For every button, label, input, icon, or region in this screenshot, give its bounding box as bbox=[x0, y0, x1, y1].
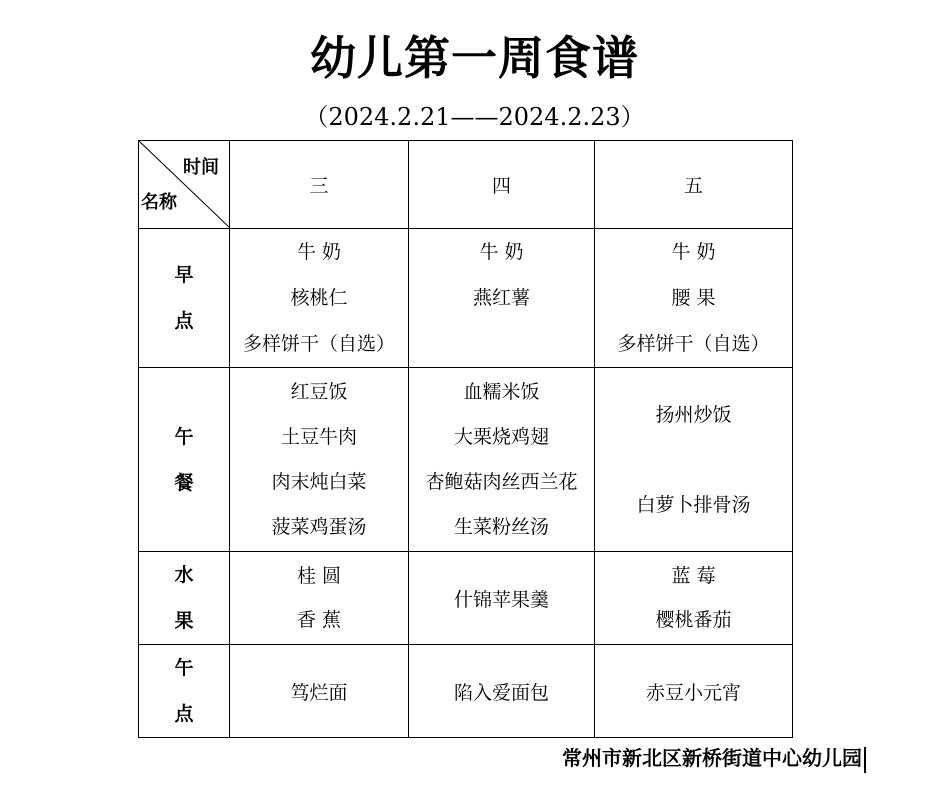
table-header-row bbox=[139, 141, 793, 229]
fruit-fri bbox=[595, 552, 793, 645]
breakfast-thu bbox=[409, 229, 595, 368]
menu-item: 香 蕉 bbox=[296, 609, 342, 631]
lunch-fri bbox=[595, 368, 793, 552]
snack-thu bbox=[409, 645, 595, 738]
row-label-snack: 午 点 bbox=[139, 645, 230, 738]
row-label-lunch: 午 餐 bbox=[139, 368, 230, 552]
fruit-thu bbox=[409, 552, 595, 645]
row-label-breakfast: 早 点 bbox=[139, 229, 230, 368]
menu-item: 核桃仁 bbox=[290, 287, 348, 309]
lunch-thu bbox=[409, 368, 595, 552]
menu-item: 燕红薯 bbox=[472, 287, 530, 309]
breakfast-wed bbox=[230, 229, 409, 368]
breakfast-fri bbox=[595, 229, 793, 368]
page-title: 幼儿第一周食谱 bbox=[310, 31, 639, 85]
date-range: （2024.2.21——2024.2.23） bbox=[304, 103, 645, 131]
breakfast-row bbox=[139, 229, 793, 368]
menu-item: 菠菜鸡蛋汤 bbox=[271, 515, 367, 538]
menu-item: 牛 奶 bbox=[479, 241, 524, 263]
snack-wed bbox=[230, 645, 409, 738]
snack-fri bbox=[595, 645, 793, 738]
day-header-fri: 五 bbox=[595, 141, 793, 229]
lunch-row bbox=[139, 368, 793, 552]
fruit-row bbox=[139, 552, 793, 645]
menu-item: 生菜粉丝汤 bbox=[453, 515, 549, 538]
menu-item: 牛 奶 bbox=[296, 241, 342, 263]
lunch-wed bbox=[230, 368, 409, 552]
menu-item: 腰 果 bbox=[671, 287, 716, 309]
corner-name-label: 名称 bbox=[141, 192, 177, 213]
menu-item: 樱桃番茄 bbox=[655, 609, 732, 631]
menu-item: 陷入爱面包 bbox=[453, 681, 549, 704]
menu-item: 笃烂面 bbox=[290, 681, 348, 704]
text-cursor bbox=[864, 747, 866, 773]
menu-item: 扬州炒饭 bbox=[655, 403, 732, 426]
menu-item: 红豆饭 bbox=[290, 380, 348, 403]
menu-item: 多样饼干（自选） bbox=[242, 333, 395, 355]
menu-item: 赤豆小元宵 bbox=[645, 681, 741, 704]
menu-item: 土豆牛肉 bbox=[280, 425, 357, 448]
menu-item: 白萝卜排骨汤 bbox=[636, 493, 751, 516]
corner-cell bbox=[139, 141, 230, 229]
row-label-fruit: 水 果 bbox=[139, 552, 230, 645]
menu-item: 大栗烧鸡翅 bbox=[453, 425, 549, 448]
corner-time-label: 时间 bbox=[183, 157, 219, 178]
snack-row bbox=[139, 645, 793, 738]
day-header-thu: 四 bbox=[409, 141, 595, 229]
menu-item: 肉末炖白菜 bbox=[271, 470, 367, 493]
menu-item: 杏鲍菇肉丝西兰花 bbox=[425, 470, 578, 493]
menu-item: 什锦苹果羹 bbox=[453, 588, 549, 611]
fruit-wed bbox=[230, 552, 409, 645]
menu-table bbox=[138, 140, 793, 738]
day-header-wed: 三 bbox=[230, 141, 409, 229]
school-name: 常州市新北区新桥街道中心幼儿园 bbox=[562, 746, 862, 770]
menu-item: 血糯米饭 bbox=[463, 380, 540, 403]
menu-item: 蓝 莓 bbox=[671, 565, 716, 587]
footer-school-name bbox=[562, 740, 866, 776]
menu-item: 多样饼干（自选） bbox=[617, 333, 770, 355]
menu-item: 桂 圆 bbox=[296, 565, 342, 587]
menu-item: 牛 奶 bbox=[671, 241, 716, 263]
